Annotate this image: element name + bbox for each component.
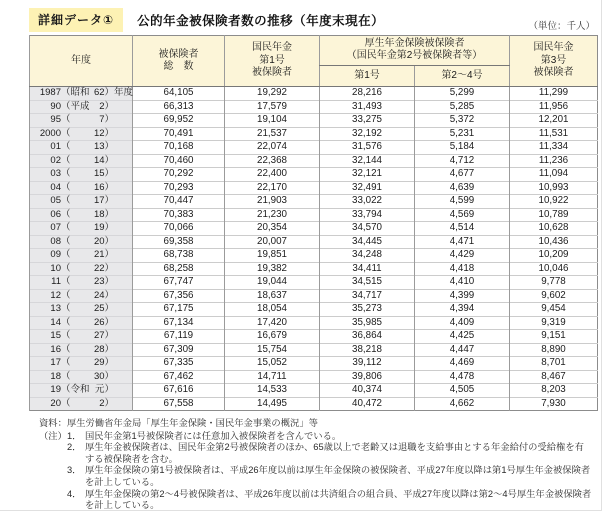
kosei-no1-cell: 34,445 xyxy=(320,235,415,249)
kokumin-no1-cell: 22,368 xyxy=(225,154,320,168)
page-title: 公的年金被保険者数の推移（年度末現在） xyxy=(137,14,385,28)
kosei-no2-4-cell: 5,285 xyxy=(415,100,510,114)
total-insured-cell: 70,292 xyxy=(133,168,225,182)
table-body xyxy=(30,87,598,411)
total-insured-cell: 67,747 xyxy=(133,276,225,290)
table-row xyxy=(30,397,598,411)
header-kosei-no1: 第1号 xyxy=(320,65,415,86)
unit-label: （単位：千人） xyxy=(528,21,595,32)
kosei-no1-cell: 32,144 xyxy=(320,154,415,168)
table-row xyxy=(30,208,598,222)
kosei-no1-cell: 40,472 xyxy=(320,397,415,411)
year-cell: 03（ 15） xyxy=(30,168,133,182)
detail-data-tag: 詳細データ① xyxy=(29,8,123,32)
kosei-no2-4-cell: 4,429 xyxy=(415,249,510,263)
table-row xyxy=(30,181,598,195)
kosei-no1-cell: 34,570 xyxy=(320,222,415,236)
total-insured-cell: 69,358 xyxy=(133,235,225,249)
total-insured-cell: 67,335 xyxy=(133,357,225,371)
kokumin-no1-cell: 19,851 xyxy=(225,249,320,263)
year-cell: 95（ 7） xyxy=(30,114,133,128)
kosei-no2-4-cell: 4,599 xyxy=(415,195,510,209)
table-header xyxy=(30,36,598,87)
kosei-no2-4-cell: 4,712 xyxy=(415,154,510,168)
kokumin-no1-cell: 14,711 xyxy=(225,370,320,384)
kokumin-no1-cell: 17,420 xyxy=(225,316,320,330)
note-list xyxy=(39,431,595,512)
total-insured-cell: 66,313 xyxy=(133,100,225,114)
pension-insured-table xyxy=(29,35,598,411)
table-row xyxy=(30,357,598,371)
kosei-no2-4-cell: 4,409 xyxy=(415,316,510,330)
note-item: 国民年金第1号被保険者には任意加入被保険者を含んでいる。 xyxy=(85,430,342,441)
kosei-no1-cell: 35,273 xyxy=(320,303,415,317)
table-row xyxy=(30,289,598,303)
kosei-no2-4-cell: 4,677 xyxy=(415,168,510,182)
kosei-no1-cell: 34,717 xyxy=(320,289,415,303)
total-insured-cell: 67,134 xyxy=(133,316,225,330)
kokumin-no3-cell: 10,922 xyxy=(510,195,598,209)
table-row xyxy=(30,168,598,182)
kosei-no1-cell: 33,275 xyxy=(320,114,415,128)
year-cell: 18（ 30） xyxy=(30,370,133,384)
note-number: 1． xyxy=(67,430,82,441)
total-insured-cell: 67,558 xyxy=(133,397,225,411)
kokumin-no1-cell: 22,170 xyxy=(225,181,320,195)
kokumin-no3-cell: 9,151 xyxy=(510,330,598,344)
kokumin-no3-cell: 10,628 xyxy=(510,222,598,236)
total-insured-cell: 68,738 xyxy=(133,249,225,263)
kosei-no1-cell: 33,794 xyxy=(320,208,415,222)
kokumin-no3-cell: 8,203 xyxy=(510,384,598,398)
year-cell: 2000（ 12） xyxy=(30,127,133,141)
kokumin-no3-cell: 12,201 xyxy=(510,114,598,128)
table-row xyxy=(30,330,598,344)
year-cell: 04（ 16） xyxy=(30,181,133,195)
total-insured-cell: 70,460 xyxy=(133,154,225,168)
kokumin-no3-cell: 11,531 xyxy=(510,127,598,141)
year-cell: 05（ 17） xyxy=(30,195,133,209)
kosei-no2-4-cell: 5,299 xyxy=(415,87,510,101)
kokumin-no3-cell: 10,046 xyxy=(510,262,598,276)
year-cell: 09（ 21） xyxy=(30,249,133,263)
kokumin-no1-cell: 17,579 xyxy=(225,100,320,114)
kokumin-no1-cell: 15,052 xyxy=(225,357,320,371)
table-row xyxy=(30,343,598,357)
table-row xyxy=(30,87,598,101)
year-cell: 11（ 23） xyxy=(30,276,133,290)
kokumin-no1-cell: 14,495 xyxy=(225,397,320,411)
table-row xyxy=(30,114,598,128)
kosei-no2-4-cell: 5,372 xyxy=(415,114,510,128)
kosei-no1-cell: 38,218 xyxy=(320,343,415,357)
note-label: （注） xyxy=(39,430,67,441)
kosei-no1-cell: 34,248 xyxy=(320,249,415,263)
total-insured-cell: 67,356 xyxy=(133,289,225,303)
total-insured-cell: 70,491 xyxy=(133,127,225,141)
kokumin-no1-cell: 19,044 xyxy=(225,276,320,290)
kokumin-no3-cell: 8,467 xyxy=(510,370,598,384)
kosei-no2-4-cell: 4,662 xyxy=(415,397,510,411)
kokumin-no3-cell: 9,454 xyxy=(510,303,598,317)
total-insured-cell: 67,175 xyxy=(133,303,225,317)
kosei-no2-4-cell: 4,410 xyxy=(415,276,510,290)
kokumin-no3-cell: 8,890 xyxy=(510,343,598,357)
kosei-no2-4-cell: 4,471 xyxy=(415,235,510,249)
kosei-no1-cell: 39,112 xyxy=(320,357,415,371)
year-cell: 01（ 13） xyxy=(30,141,133,155)
total-insured-cell: 70,066 xyxy=(133,222,225,236)
table-row xyxy=(30,127,598,141)
year-cell: 1987（昭和 62）年度 xyxy=(30,87,133,101)
kosei-no1-cell: 36,864 xyxy=(320,330,415,344)
kosei-no1-cell: 28,216 xyxy=(320,87,415,101)
year-cell: 19（令和 元） xyxy=(30,384,133,398)
total-insured-cell: 69,952 xyxy=(133,114,225,128)
kosei-no1-cell: 40,374 xyxy=(320,384,415,398)
title-row xyxy=(29,8,597,32)
header-kosei-group: 厚生年金保険被保険者 （国民年金第2号被保険者等） xyxy=(320,36,510,66)
kokumin-no3-cell: 9,319 xyxy=(510,316,598,330)
note-number: 4． xyxy=(67,488,82,499)
kokumin-no1-cell: 20,007 xyxy=(225,235,320,249)
table-row xyxy=(30,222,598,236)
table-row xyxy=(30,316,598,330)
kokumin-no3-cell: 10,209 xyxy=(510,249,598,263)
kosei-no2-4-cell: 5,231 xyxy=(415,127,510,141)
kosei-no2-4-cell: 4,447 xyxy=(415,343,510,357)
total-insured-cell: 70,168 xyxy=(133,141,225,155)
total-insured-cell: 67,616 xyxy=(133,384,225,398)
kokumin-no3-cell: 10,993 xyxy=(510,181,598,195)
total-insured-cell: 70,447 xyxy=(133,195,225,209)
table-row xyxy=(30,384,598,398)
kosei-no1-cell: 39,806 xyxy=(320,370,415,384)
kokumin-no1-cell: 16,679 xyxy=(225,330,320,344)
total-insured-cell: 67,119 xyxy=(133,330,225,344)
kokumin-no3-cell: 9,602 xyxy=(510,289,598,303)
kosei-no2-4-cell: 5,184 xyxy=(415,141,510,155)
kokumin-no1-cell: 15,754 xyxy=(225,343,320,357)
year-cell: 20（ 2） xyxy=(30,397,133,411)
year-cell: 12（ 24） xyxy=(30,289,133,303)
kosei-no1-cell: 31,576 xyxy=(320,141,415,155)
kokumin-no1-cell: 18,637 xyxy=(225,289,320,303)
kokumin-no1-cell: 19,382 xyxy=(225,262,320,276)
kokumin-no3-cell: 11,299 xyxy=(510,87,598,101)
year-cell: 14（ 26） xyxy=(30,316,133,330)
kosei-no2-4-cell: 4,569 xyxy=(415,208,510,222)
year-cell: 10（ 22） xyxy=(30,262,133,276)
year-cell: 13（ 25） xyxy=(30,303,133,317)
header-kosei-no2-4: 第2～4号 xyxy=(415,65,510,86)
kokumin-no1-cell: 20,354 xyxy=(225,222,320,236)
total-insured-cell: 70,293 xyxy=(133,181,225,195)
kosei-no1-cell: 32,192 xyxy=(320,127,415,141)
source-line: 資料：厚生労働省年金局「厚生年金保険・国民年金事業の概況」等 xyxy=(39,418,318,428)
kokumin-no3-cell: 7,930 xyxy=(510,397,598,411)
kosei-no2-4-cell: 4,418 xyxy=(415,262,510,276)
kokumin-no1-cell: 14,533 xyxy=(225,384,320,398)
total-insured-cell: 70,383 xyxy=(133,208,225,222)
kokumin-no3-cell: 8,701 xyxy=(510,357,598,371)
kosei-no1-cell: 31,493 xyxy=(320,100,415,114)
table-row xyxy=(30,100,598,114)
kokumin-no3-cell: 11,334 xyxy=(510,141,598,155)
year-cell: 06（ 18） xyxy=(30,208,133,222)
kokumin-no1-cell: 21,903 xyxy=(225,195,320,209)
year-cell: 90（平成 2） xyxy=(30,100,133,114)
kokumin-no3-cell: 10,436 xyxy=(510,235,598,249)
table-row xyxy=(30,276,598,290)
total-insured-cell: 64,105 xyxy=(133,87,225,101)
kosei-no2-4-cell: 4,394 xyxy=(415,303,510,317)
table-row xyxy=(30,141,598,155)
year-cell: 17（ 29） xyxy=(30,357,133,371)
year-cell: 02（ 14） xyxy=(30,154,133,168)
header-kokumin-no3: 国民年金 第3号 被保険者 xyxy=(510,36,598,87)
year-cell: 08（ 20） xyxy=(30,235,133,249)
kosei-no1-cell: 32,121 xyxy=(320,168,415,182)
kosei-no1-cell: 34,515 xyxy=(320,276,415,290)
total-insured-cell: 68,258 xyxy=(133,262,225,276)
kosei-no1-cell: 32,491 xyxy=(320,181,415,195)
kokumin-no1-cell: 22,400 xyxy=(225,168,320,182)
header-total: 被保険者 総 数 xyxy=(133,36,225,87)
kokumin-no1-cell: 19,292 xyxy=(225,87,320,101)
table-row xyxy=(30,249,598,263)
note-item: 厚生年金被保険者は、国民年金第2号被保険者のほか、65歳以上で老齢又は退職を支給事由とする年金給付の受給権を有する被保険者を含む。 xyxy=(85,442,584,464)
year-cell: 15（ 27） xyxy=(30,330,133,344)
kokumin-no3-cell: 11,956 xyxy=(510,100,598,114)
table-row xyxy=(30,235,598,249)
note-number: 2． xyxy=(67,442,82,453)
total-insured-cell: 67,309 xyxy=(133,343,225,357)
kokumin-no3-cell: 11,094 xyxy=(510,168,598,182)
kosei-no1-cell: 33,022 xyxy=(320,195,415,209)
kokumin-no3-cell: 10,789 xyxy=(510,208,598,222)
kokumin-no1-cell: 22,074 xyxy=(225,141,320,155)
table-row xyxy=(30,303,598,317)
header-kokumin-no1: 国民年金 第1号 被保険者 xyxy=(225,36,320,87)
kokumin-no1-cell: 21,537 xyxy=(225,127,320,141)
kosei-no2-4-cell: 4,514 xyxy=(415,222,510,236)
kosei-no2-4-cell: 4,639 xyxy=(415,181,510,195)
kosei-no1-cell: 35,985 xyxy=(320,316,415,330)
note-number: 3． xyxy=(67,465,82,476)
year-cell: 16（ 28） xyxy=(30,343,133,357)
note-item: 厚生年金保険の第1号被保険者は、平成26年度以前は厚生年金保険の被保険者、平成27年度以降は第1号厚生年金被保険者を計上している。 xyxy=(85,465,591,487)
kosei-no2-4-cell: 4,505 xyxy=(415,384,510,398)
kokumin-no3-cell: 9,778 xyxy=(510,276,598,290)
kosei-no2-4-cell: 4,478 xyxy=(415,370,510,384)
kokumin-no1-cell: 21,230 xyxy=(225,208,320,222)
kosei-no1-cell: 34,411 xyxy=(320,262,415,276)
kosei-no2-4-cell: 4,425 xyxy=(415,330,510,344)
year-cell: 07（ 19） xyxy=(30,222,133,236)
table-row xyxy=(30,262,598,276)
table-row xyxy=(30,195,598,209)
header-year: 年度 xyxy=(30,36,133,87)
kokumin-no1-cell: 19,104 xyxy=(225,114,320,128)
note-item: 厚生年金保険の第2～4号被保険者は、平成26年度以前は共済組合の組合員、平成27年度以降は第2～4号厚生年金被保険者を計上している。 xyxy=(85,488,592,511)
kokumin-no1-cell: 18,054 xyxy=(225,303,320,317)
table-row xyxy=(30,370,598,384)
total-insured-cell: 67,462 xyxy=(133,370,225,384)
kosei-no2-4-cell: 4,399 xyxy=(415,289,510,303)
kosei-no2-4-cell: 4,469 xyxy=(415,357,510,371)
table-row xyxy=(30,154,598,168)
notes xyxy=(39,418,597,512)
kokumin-no3-cell: 11,236 xyxy=(510,154,598,168)
